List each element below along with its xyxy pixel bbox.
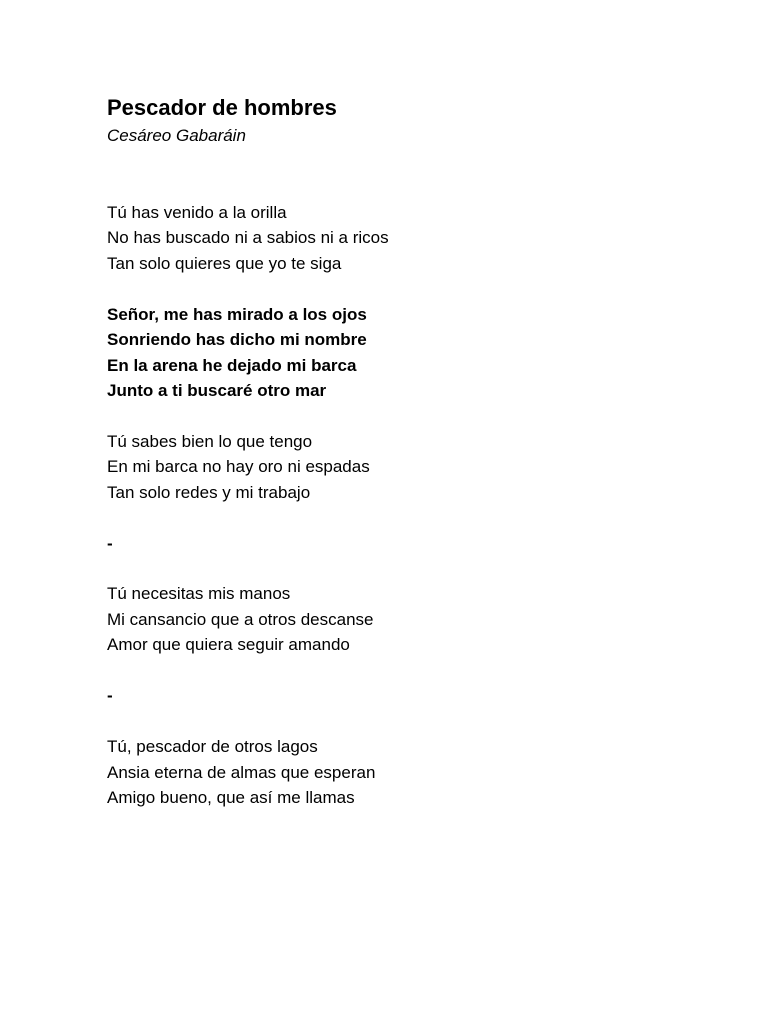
stanza-4 — [107, 734, 727, 810]
stanza-separator-1: - — [107, 533, 113, 553]
lyric-line: Tú, pescador de otros lagos — [107, 737, 318, 757]
chorus-line: Sonriendo has dicho mi nombre — [107, 330, 367, 350]
lyric-line: Tan solo redes y mi trabajo — [107, 482, 311, 502]
lyric-line: Mi cansancio que a otros descanse — [107, 609, 374, 629]
stanza-3 — [107, 581, 727, 657]
stanza-2 — [107, 429, 727, 505]
lyric-line: Tú sabes bien lo que tengo — [107, 431, 313, 451]
lyric-line: No has buscado ni a sabios ni a ricos — [107, 228, 389, 248]
lyric-line: Tú has venido a la orilla — [107, 203, 287, 222]
lyric-line: Tan solo quieres que yo te siga — [107, 253, 342, 273]
song-title: Pescador de hombres — [107, 95, 337, 120]
stanza-1 — [107, 200, 727, 276]
lyric-line: Tú necesitas mis manos — [107, 584, 291, 604]
lyric-line: Amor que quiera seguir amando — [107, 635, 350, 655]
lyric-line: Amigo bueno, que así me llamas — [107, 787, 355, 807]
song-author: Cesáreo Gabaráin — [107, 126, 246, 145]
chorus-line: Señor, me has mirado a los ojos — [107, 304, 367, 324]
lyrics — [107, 200, 727, 810]
lyric-line: Ansia eterna de almas que esperan — [107, 762, 376, 782]
lyric-line: En mi barca no hay oro ni espadas — [107, 457, 370, 477]
stanza-separator-2: - — [107, 686, 113, 706]
chorus — [107, 302, 727, 404]
chorus-line: En la arena he dejado mi barca — [107, 355, 357, 375]
chorus-line: Junto a ti buscaré otro mar — [107, 380, 327, 400]
document-page — [107, 94, 727, 836]
